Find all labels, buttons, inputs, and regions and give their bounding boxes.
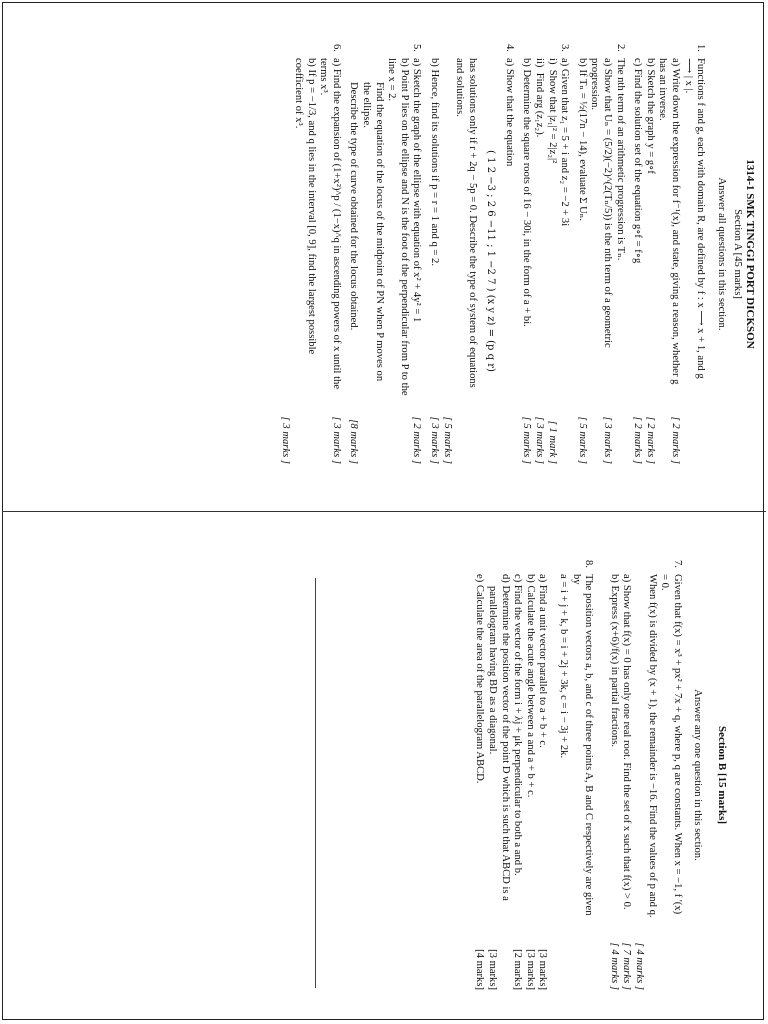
marks: [ 3 marks ] xyxy=(280,416,292,464)
part-a: a) Write down the expression for f⁻¹(x), and state, giving a reason, whether g has an inverse. xyxy=(657,58,682,385)
part-b: b) Sketch the graph y = g∘f xyxy=(644,58,656,174)
marks: [ 1 mark ] xyxy=(546,420,558,464)
marks: [ 2 marks ] xyxy=(632,416,644,464)
marks: [ 2 marks ] xyxy=(411,416,423,464)
question-6 xyxy=(279,44,342,464)
part-a: a) Show that f(x) = 0 has only one real root. Find the set of x such that f(x) > 0. xyxy=(621,574,633,910)
part-b-line-2: Find the equation of the locus of the midpoint of PN when P moves on the ellipse. xyxy=(360,82,385,382)
marks: [3 marks] xyxy=(537,949,549,990)
marks: [ 3 marks ] xyxy=(602,416,614,464)
question-3 xyxy=(520,44,570,464)
question-stem-2: When f(x) is divided by (x + 1), the remainder is −16. Find the values of p and q. xyxy=(646,574,658,918)
part-b: b) Hence, find its solutions if p = r = 1 and q = 2. xyxy=(428,58,440,266)
part-a-continued: has solutions only if r + 2q − 5p = 0. Describe the type of system of equations and solutions. xyxy=(454,58,478,388)
marks: [8 marks ] xyxy=(348,419,360,464)
part-b-line-3: Describe the type of curve obtained for the locus obtained. xyxy=(348,82,360,331)
question-number: 5. xyxy=(411,44,423,52)
part-b: b) If Tₙ = ½(17n − 14), evaluate Σ Uₙ. xyxy=(576,58,588,221)
question-number: 8. xyxy=(583,560,595,568)
section-b-panel xyxy=(473,560,728,990)
part-a: a) Given that z₁ = 5 + i and z₂ = −2 + 3i xyxy=(559,58,571,227)
question-4 xyxy=(427,44,515,464)
page-divider xyxy=(2,511,766,512)
margin-rule xyxy=(315,578,316,988)
sub-ii-label: ii) xyxy=(534,58,546,68)
section-b-instruction: Answer any one question in this section. xyxy=(692,689,704,861)
marks: [ 5 marks ] xyxy=(521,416,533,464)
part-c: c) Find the vector of the form i + λj + μk perpendicular to both a and b. xyxy=(512,574,524,876)
marks: [3 marks] xyxy=(524,949,536,990)
question-stem: The nth term of an arithmetic progression is Tₙ. xyxy=(614,58,626,261)
part-d-line-2: parallelogram having BD as a diagonal. xyxy=(487,586,499,755)
question-number: 1. xyxy=(695,44,707,52)
section-a-panel xyxy=(279,44,756,464)
question-stem: The position vectors a, b, and c of three points A, B and C respectively are given by xyxy=(570,574,595,916)
marks: [ 3 marks ] xyxy=(330,416,342,464)
sub-i: Show that |z₁|² = 2|z₂|² xyxy=(546,69,558,164)
section-a-instruction: Answer all questions in this section. xyxy=(715,177,727,331)
part-a: a) Sketch the graph of the ellipse with equation of x² + 4y² = 1 xyxy=(411,58,423,323)
part-b: b) Determine the square roots of 16 − 30i, in the form of a + bi. xyxy=(521,58,533,327)
question-5 xyxy=(347,44,423,464)
part-e: e) Calculate the area of the parallelogram ABCD. xyxy=(474,574,486,784)
part-d: d) Determine the position vector of the point D which is such that ABCD is a xyxy=(499,574,511,901)
question-stem-2: a = i + j + k, b = i + 2j + 3k, c = i − 3j + 2k. xyxy=(558,574,570,759)
part-b: b) Point P lies on the ellipse and N is the foot of the perpendicular from P to the line x = 2. xyxy=(386,58,410,396)
marks: [3 marks] xyxy=(487,949,499,990)
question-number: 6. xyxy=(330,44,342,52)
part-b: b) Express (x+6)/f(x) in partial fractions. xyxy=(608,574,620,748)
question-number: 2. xyxy=(614,44,626,52)
question-number: 3. xyxy=(559,44,571,52)
question-stem: Functions f and g, each with domain R, are defined by f : x ⟶ x + 1, and g ⟶ | x |. xyxy=(682,58,707,379)
section-b-heading: Section B [15 marks] xyxy=(716,725,728,825)
sub-ii: Find arg (z₁z₂). xyxy=(534,72,546,138)
marks: [2 marks] xyxy=(512,949,524,990)
question-stem: Given that f(x) = x³ + px² + 7x + q, where p, q are constants. When x = −1, f '(x) = 0. xyxy=(659,574,683,915)
marks: [ 4 marks ] xyxy=(634,942,646,990)
marks: [ 2 marks ] xyxy=(670,416,682,464)
question-2 xyxy=(575,44,625,464)
marks: [ 4 marks ] xyxy=(608,942,620,990)
part-a: a) Show that the equation xyxy=(503,58,515,167)
marks: [ 3 marks ] xyxy=(534,416,546,464)
marks: [ 2 marks ] xyxy=(644,416,656,464)
section-a-heading: Section A [45 marks] xyxy=(732,209,744,299)
marks: [ 5 marks ] xyxy=(441,416,453,464)
part-c: c) Find the solution set of the equation g∘f = f∘g xyxy=(632,58,644,264)
part-b: b) If p = −1/3, and q lies in the interval [0, 9], find the largest possible coefficient of x³. xyxy=(293,58,317,355)
question-7 xyxy=(607,560,683,990)
marks: [4 marks] xyxy=(474,949,486,990)
question-1 xyxy=(631,44,707,464)
sub-i-label: i) xyxy=(546,58,558,65)
matrix-equation: ( 1 2 −3 ; 2 6 −11 ; 1 −2 7 ) (x y z) = (p q r) xyxy=(485,150,497,372)
part-a: a) Show that Uₙ = (5/2)(−2)^(2(Tₙ/5)) is the nth term of a geometric progression. xyxy=(589,58,614,348)
marks: [ 5 marks ] xyxy=(576,416,588,464)
exam-title: 1314-1 SMK TINGGI PORT DICKSON xyxy=(744,159,756,349)
marks: [ 7 marks ] xyxy=(621,942,633,990)
question-number: 4. xyxy=(503,44,515,52)
part-a: a) Find the expansion of (1+x²)^p / (1−x)^q in ascending powers of x until the terms x³. xyxy=(318,58,342,390)
question-number: 7. xyxy=(671,560,683,568)
part-a: a) Find a unit vector parallel to a + b + c. xyxy=(537,574,549,748)
marks: [ 3 marks ] xyxy=(428,416,440,464)
question-8 xyxy=(473,560,594,990)
part-b: b) Calculate the acute angle between a and a + b + c. xyxy=(524,574,536,798)
